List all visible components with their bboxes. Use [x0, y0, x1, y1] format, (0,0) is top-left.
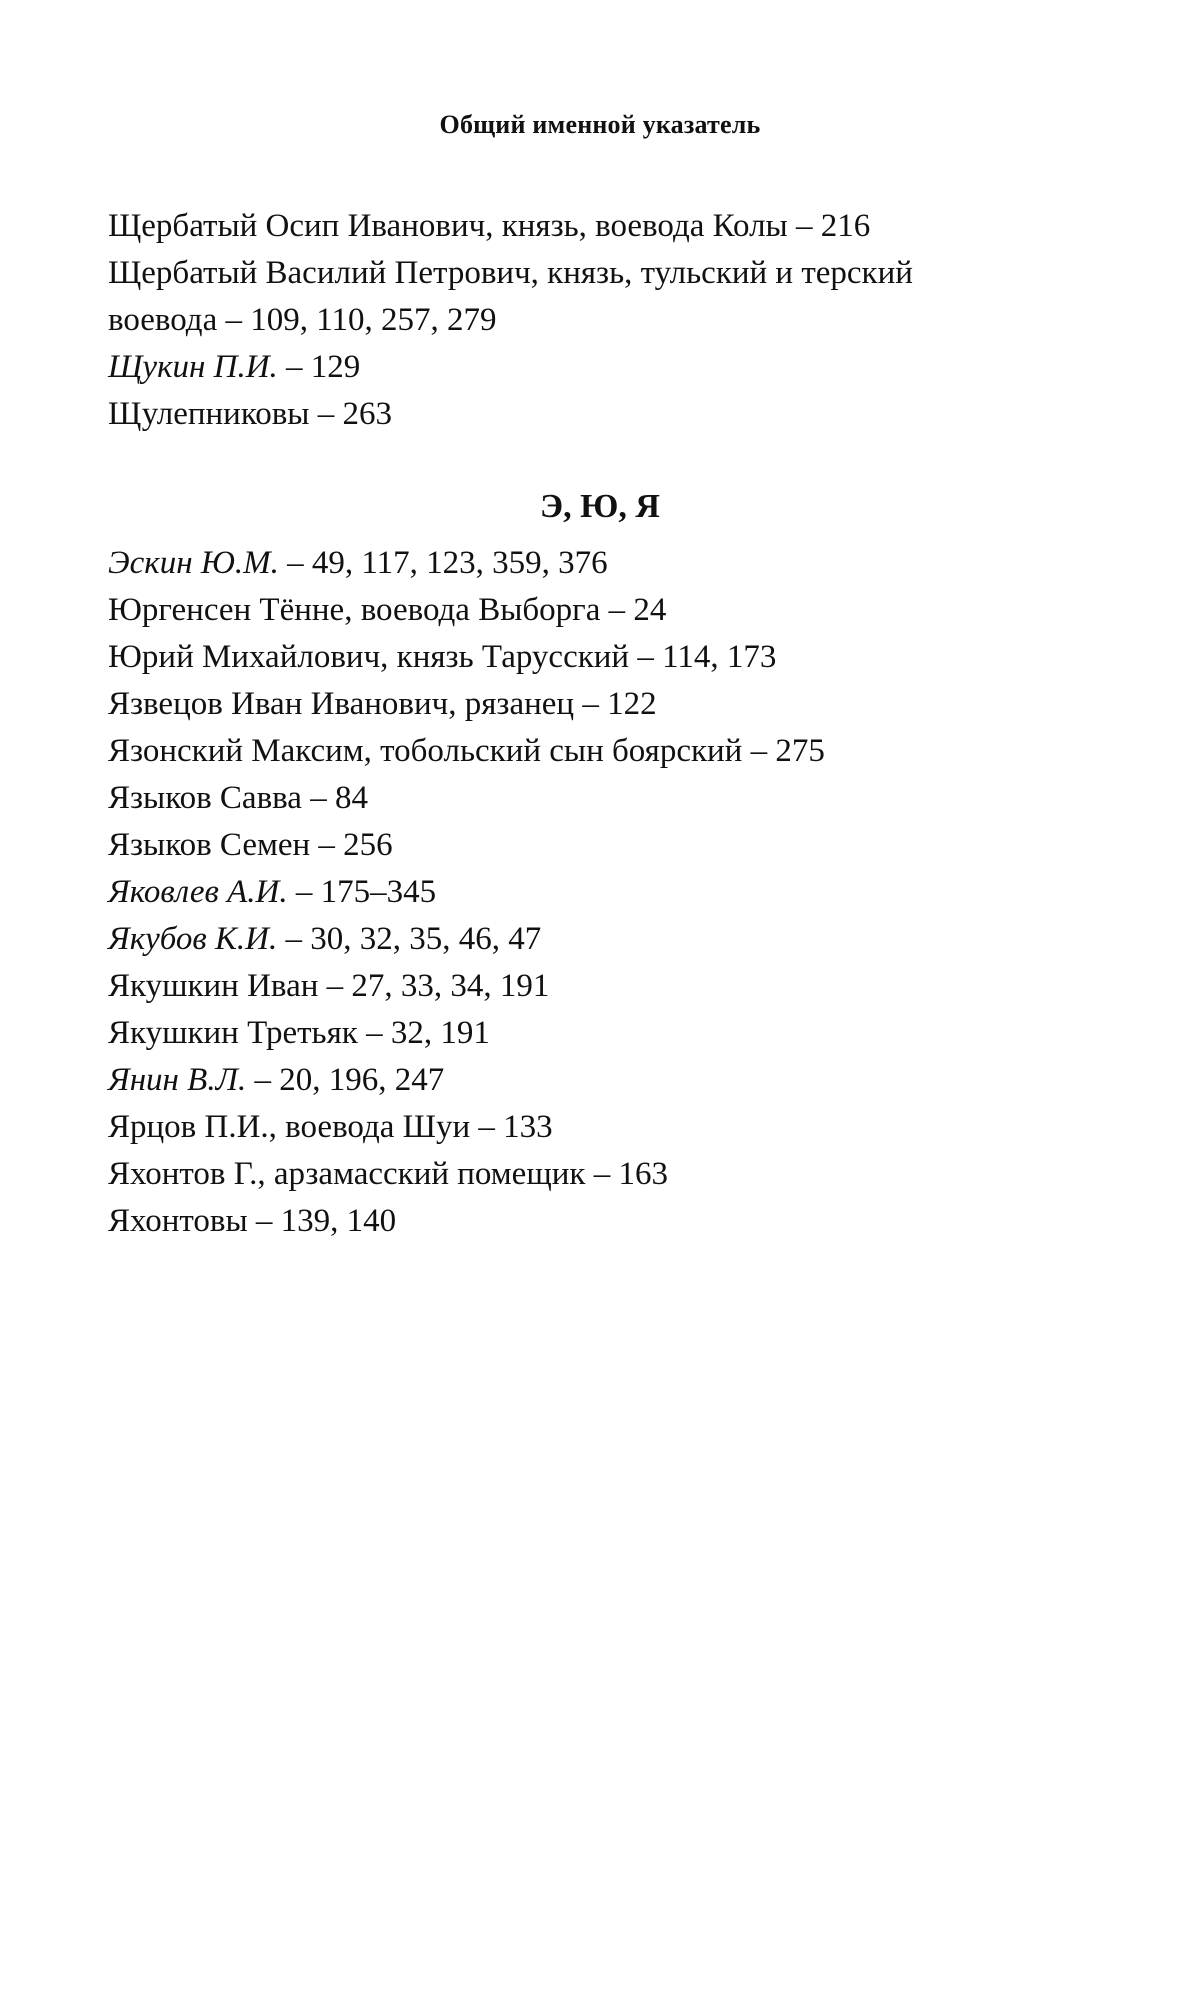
entry-name: воевода	[108, 302, 218, 338]
entry-pages: – 122	[574, 686, 657, 722]
entry-name: Эскин Ю.М.	[108, 545, 279, 581]
index-entry	[108, 1198, 1108, 1245]
entry-pages: – 216	[787, 208, 871, 244]
entry-pages: – 163	[585, 1156, 668, 1192]
entry-pages: – 20, 196, 247	[246, 1062, 445, 1098]
index-entry	[108, 1151, 1108, 1198]
entry-pages: – 109, 110, 257, 279	[217, 302, 497, 338]
index-entry	[108, 203, 1108, 250]
entry-pages: – 275	[742, 733, 825, 769]
entry-pages: – 129	[277, 349, 361, 385]
entry-name: Яковлев А.И.	[108, 874, 288, 910]
entry-name: Ярцов П.И., воевода Шуи	[108, 1109, 471, 1145]
index-entry	[108, 540, 1108, 587]
index-entries-e-yu-ya	[108, 540, 1108, 1245]
index-entry	[108, 634, 1108, 681]
entry-name: Юрий Михайлович, князь Тарусский	[108, 639, 630, 675]
entry-pages: – 139, 140	[247, 1203, 397, 1239]
index-entry	[108, 822, 1108, 869]
index-entry	[108, 1010, 1108, 1057]
entry-name: Языков Савва	[108, 780, 302, 816]
index-entries-shch	[108, 203, 1108, 438]
section-heading: Э, Ю, Я	[540, 488, 660, 525]
entry-pages: – 133	[470, 1109, 553, 1145]
index-entry	[108, 391, 1108, 438]
index-entry	[108, 728, 1108, 775]
entry-name: Яхонтовы	[108, 1203, 248, 1239]
index-entry	[108, 587, 1108, 634]
entry-pages: – 84	[301, 780, 368, 816]
index-entry	[108, 344, 1108, 391]
entry-name: Щербатый Осип Иванович, князь, воевода Колы	[108, 208, 788, 244]
entry-pages: – 49, 117, 123, 359, 376	[278, 545, 608, 581]
index-entry	[108, 1104, 1108, 1151]
entry-pages: – 263	[309, 396, 392, 432]
entry-name: Щербатый Василий Петрович, князь, тульский и терский	[108, 255, 913, 291]
entry-name: Щулепниковы	[108, 396, 310, 432]
index-entry	[108, 963, 1108, 1010]
entry-pages: – 114, 173	[629, 639, 777, 675]
running-head: Общий именной указатель	[439, 110, 761, 139]
entry-pages: – 24	[600, 592, 667, 628]
index-entry	[108, 916, 1108, 963]
entry-name: Язонский Максим, тобольский сын боярский	[108, 733, 743, 769]
entry-name: Янин В.Л.	[108, 1062, 247, 1098]
entry-name: Языков Семен	[108, 827, 311, 863]
index-entry	[108, 297, 1108, 344]
entry-name: Якушкин Третьяк	[108, 1015, 358, 1051]
index-entry	[108, 775, 1108, 822]
entry-pages: – 27, 33, 34, 191	[318, 968, 550, 1004]
index-entry	[108, 681, 1108, 728]
entry-name: Якушкин Иван	[108, 968, 319, 1004]
entry-pages: – 175–345	[287, 874, 437, 910]
index-entry	[108, 1057, 1108, 1104]
entry-name: Щукин П.И.	[108, 349, 278, 385]
entry-pages: – 256	[310, 827, 393, 863]
entry-name: Яхонтов Г., арзамасский помещик	[108, 1156, 586, 1192]
index-entry	[108, 869, 1108, 916]
entry-pages: – 32, 191	[357, 1015, 490, 1051]
entry-name: Язвецов Иван Иванович, рязанец	[108, 686, 575, 722]
entry-pages: – 30, 32, 35, 46, 47	[277, 921, 542, 957]
entry-name: Юргенсен Тённе, воевода Выборга	[108, 592, 601, 628]
index-entry	[108, 250, 1108, 297]
entry-name: Якубов К.И.	[108, 921, 278, 957]
